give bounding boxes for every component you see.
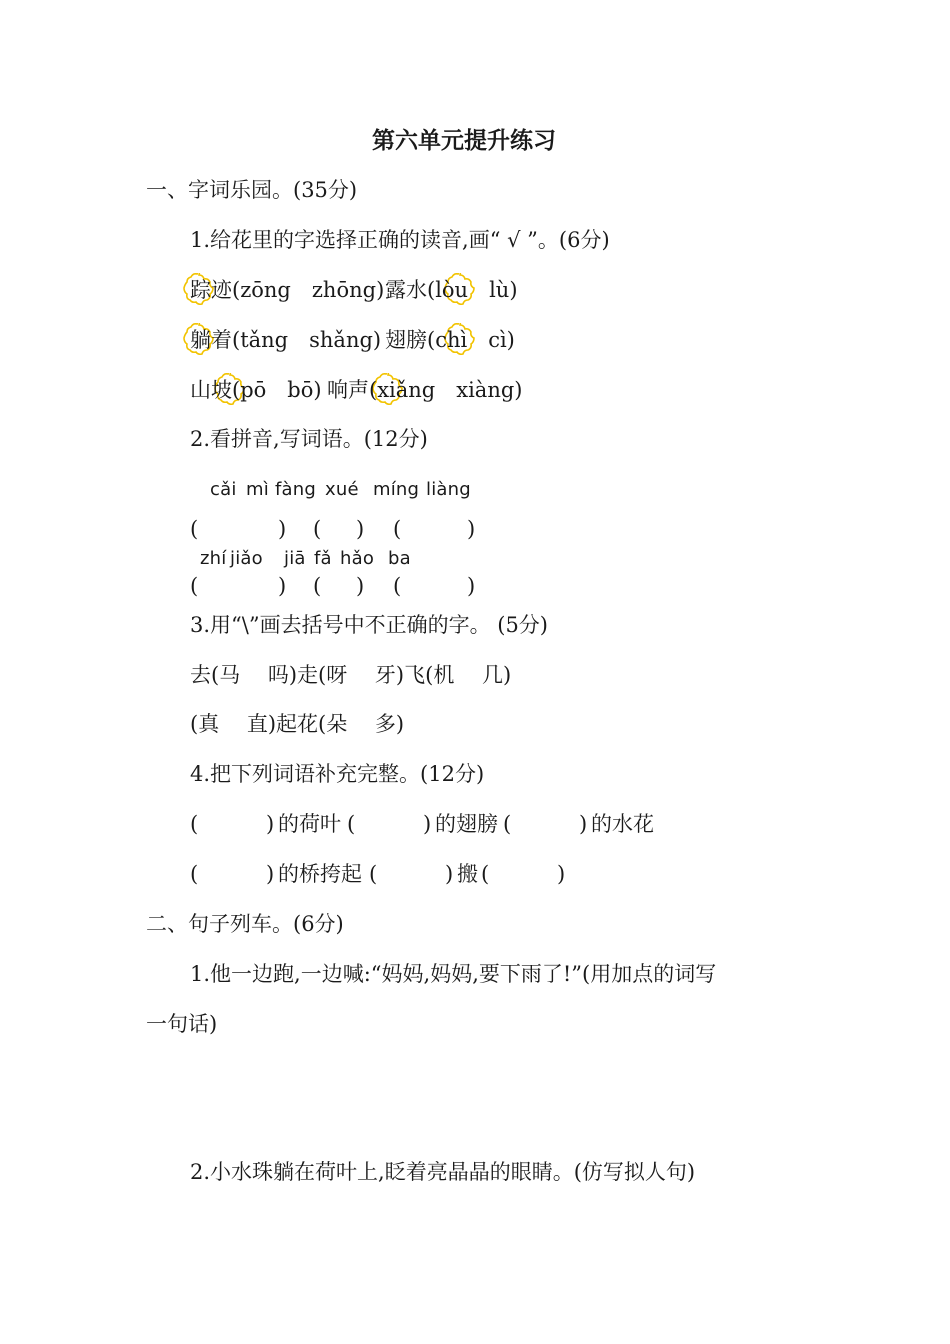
pinyin-mi: mì (246, 479, 269, 500)
answer-paren-open: ( (347, 812, 356, 836)
answer-paren-open: ( (190, 812, 199, 836)
pinyin-hao: hǎo (340, 548, 375, 569)
answer-paren-close: ) (278, 517, 287, 541)
answer-paren-close: ) (557, 862, 566, 886)
pinyin-ba: ba (388, 548, 411, 569)
pinyin-fa: fǎ (314, 548, 332, 569)
q1-item-zongji: 踪迹(zōng zhōng) (190, 278, 385, 302)
answer-paren-open: ( (503, 812, 512, 836)
section-2-heading: 二、句子列车。(6分) (146, 912, 344, 936)
pinyin-cai: cǎi (210, 479, 237, 500)
answer-paren-open: ( (481, 862, 490, 886)
q4-word-ban: 搬 (457, 862, 478, 886)
answer-paren-close: ) (467, 517, 476, 541)
answer-paren-open: ( (190, 862, 199, 886)
pinyin-fang: fàng (275, 479, 317, 500)
q3-prompt: 3.用“\”画去括号中不正确的字。 (5分) (190, 613, 549, 637)
q1-item-shanpo: 山坡(pō bō) (190, 378, 322, 402)
answer-paren-close: ) (356, 517, 365, 541)
answer-paren-close: ) (278, 574, 287, 598)
answer-paren-open: ( (190, 517, 199, 541)
answer-paren-open: ( (313, 517, 322, 541)
answer-paren-open: ( (190, 574, 199, 598)
q1-item-lushui: 露水(lòu lù) (385, 278, 518, 302)
pinyin-ming: míng (373, 479, 420, 500)
q4-word-qiao: 的桥挎起 (278, 862, 362, 886)
answer-paren-close: ) (579, 812, 588, 836)
pinyin-liang: liàng (426, 479, 471, 500)
q2-prompt: 2.看拼音,写词语。(12分) (190, 427, 428, 451)
answer-paren-open: ( (313, 574, 322, 598)
answer-paren-close: ) (467, 574, 476, 598)
answer-paren-open: ( (393, 574, 402, 598)
pinyin-xue: xué (325, 479, 359, 500)
q4-word-heye: 的荷叶 (278, 812, 341, 836)
q4-word-chibang: 的翅膀 (435, 812, 498, 836)
q1-item-chibang: 翅膀(chì cì) (385, 328, 515, 352)
answer-paren-close: ) (445, 862, 454, 886)
q3-line-1: 去(马 吗)走(呀 牙)飞(机 几) (190, 663, 512, 687)
page-title: 第六单元提升练习 (372, 127, 556, 154)
q1-item-xiangsheng: 响声(xiǎng xiàng) (327, 378, 523, 402)
pinyin-jia: jiā (284, 548, 306, 569)
q4-word-shuihua: 的水花 (591, 812, 654, 836)
q3-line-2: (真 直)起花(朵 多) (190, 712, 405, 736)
q1-item-tangzhe: 躺着(tǎng shǎng) (190, 328, 382, 352)
q4-prompt: 4.把下列词语补充完整。(12分) (190, 762, 485, 786)
answer-paren-close: ) (356, 574, 365, 598)
s2-q2: 2.小水珠躺在荷叶上,眨着亮晶晶的眼睛。(仿写拟人句) (190, 1160, 696, 1184)
pinyin-jiao: jiǎo (230, 548, 263, 569)
answer-paren-close: ) (266, 812, 275, 836)
q1-prompt: 1.给花里的字选择正确的读音,画“ √ ”。(6分) (190, 228, 610, 252)
answer-paren-close: ) (423, 812, 432, 836)
answer-paren-open: ( (393, 517, 402, 541)
answer-paren-open: ( (369, 862, 378, 886)
answer-paren-close: ) (266, 862, 275, 886)
s2-q1-line-2: 一句话) (146, 1012, 218, 1036)
section-1-heading: 一、字词乐园。(35分) (146, 178, 358, 202)
pinyin-zhi: zhí (200, 548, 227, 569)
s2-q1-line-1: 1.他一边跑,一边喊:“妈妈,妈妈,要下雨了!”(用加点的词写 (190, 962, 717, 986)
